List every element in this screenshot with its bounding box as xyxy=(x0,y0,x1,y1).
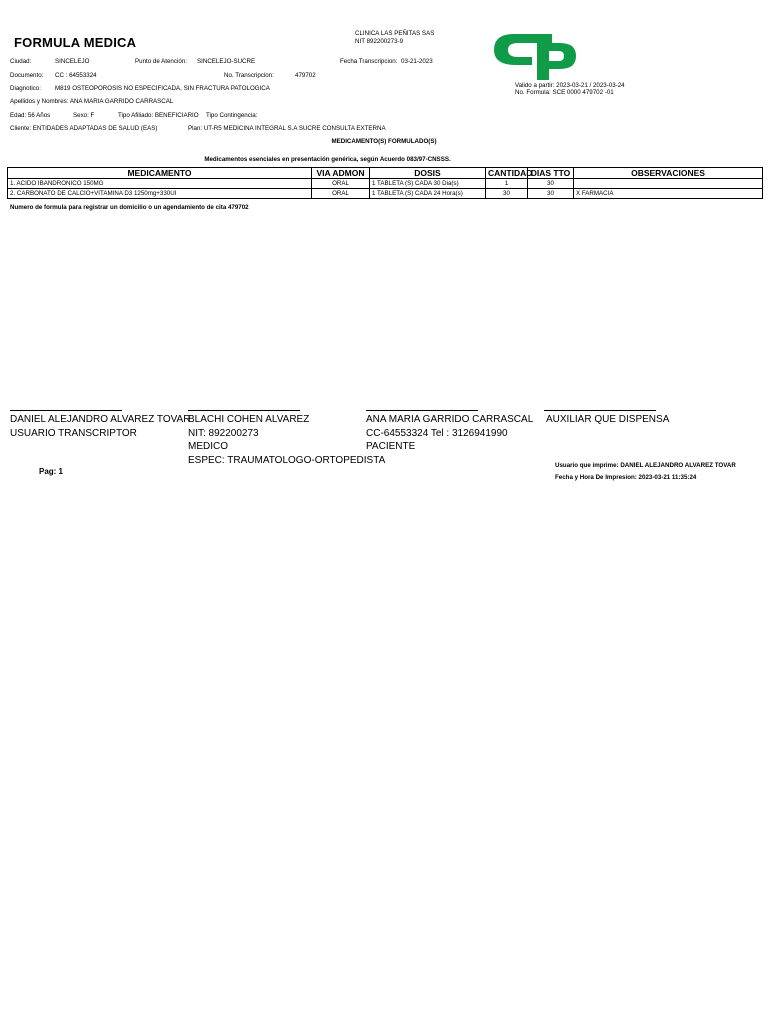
cell-via-admon: ORAL xyxy=(312,189,370,199)
page-number: Pag: 1 xyxy=(39,467,64,476)
clinic-logo xyxy=(492,30,576,80)
tipo-afiliado: Tipo Afiliado: BENEFICIARIO xyxy=(118,112,199,119)
medico-especialidad: ESPEC: TRAUMATOLOGO-ORTOPEDISTA xyxy=(188,455,386,466)
cell-observaciones: X FARMACIA xyxy=(574,189,763,199)
fecha-transcripcion-label: Fecha Transcripcion: xyxy=(340,58,398,65)
punto-label: Punto de Atención: xyxy=(135,58,187,65)
footnote: Numero de formula para registrar un domicilio o un agendamiento de cita 479702 xyxy=(10,204,249,211)
col-via-admon: VIA ADMON xyxy=(312,168,370,179)
edad: Edad: 56 Años xyxy=(10,112,51,119)
medico-name: BLACHI COHEN ALVAREZ xyxy=(188,414,310,425)
medications-table xyxy=(7,167,763,199)
medico-nit: NIT: 892200273 xyxy=(188,428,259,439)
signature-line xyxy=(10,410,122,411)
cell-medicamento: 2. CARBONATO DE CALCIO+VITAMINA D3 1250mg+330UI xyxy=(8,189,312,199)
cliente: Cliente: ENTIDADES ADAPTADAS DE SALUD (EAS) xyxy=(10,125,158,132)
ciudad-label: Ciudad: xyxy=(10,58,32,65)
clinic-nit: NIT 892200273-9 xyxy=(355,38,404,45)
signature-line xyxy=(188,410,300,411)
plan: Plan: UT-R5 MEDICINA INTEGRAL S.A SUCRE CONSULTA EXTERNA xyxy=(188,125,386,132)
col-dias-tto: DIAS TTO xyxy=(528,168,574,179)
documento-label: Documento: xyxy=(10,72,44,79)
no-transcripcion-label: No. Transcripcion: xyxy=(224,72,274,79)
page-title: FORMULA MEDICA xyxy=(14,35,137,50)
tipo-contingencia: Tipo Contingencia: xyxy=(206,112,258,119)
fecha-impresion: Fecha y Hora De Impresion: 2023-03-21 11:35:24 xyxy=(555,474,697,481)
cell-dias-tto: 30 xyxy=(528,189,574,199)
col-medicamento: MEDICAMENTO xyxy=(8,168,312,179)
generic-note: Medicamentos esenciales en presentación genérica, según Acuerdo 083/97-CNSSS. xyxy=(204,156,451,163)
ciudad-value: SINCELEJO xyxy=(55,58,90,65)
clinic-name: CLINICA LAS PEÑITAS SAS xyxy=(355,30,435,37)
cell-cantidad: 30 xyxy=(486,189,528,199)
no-transcripcion-value: 479702 xyxy=(295,72,316,79)
paciente-doc: CC-64553324 Tel : 3126941990 xyxy=(366,428,508,439)
col-dosis: DOSIS xyxy=(370,168,486,179)
signature-line xyxy=(366,410,478,411)
signature-line xyxy=(544,410,656,411)
cell-via-admon: ORAL xyxy=(312,179,370,189)
cell-dosis: 1 TABLETA (S) CADA 24 Hora(s) xyxy=(370,189,486,199)
table-row xyxy=(8,179,763,189)
cell-dias-tto: 30 xyxy=(528,179,574,189)
diagnostico-label: Diagnotico: xyxy=(10,85,41,92)
valido-range: Valido a partir: 2023-03-21 / 2023-03-24 xyxy=(515,82,625,89)
patient-name: Apellidos y Nombres: ANA MARIA GARRIDO CARRASCAL xyxy=(10,98,174,105)
sexo: Sexo: F xyxy=(73,112,95,119)
table-header-row xyxy=(8,168,763,179)
col-observaciones: OBSERVACIONES xyxy=(574,168,763,179)
auxiliar-role: AUXILIAR QUE DISPENSA xyxy=(546,414,670,425)
no-formula: No. Formula: SCE 0000 479702 -01 xyxy=(515,89,614,96)
medico-role: MEDICO xyxy=(188,441,228,452)
section-heading: MEDICAMENTO(S) FORMULADO(S) xyxy=(331,138,437,145)
transcriptor-name: DANIEL ALEJANDRO ALVAREZ TOVAR xyxy=(10,414,191,425)
cell-cantidad: 1 xyxy=(486,179,528,189)
col-cantidad: CANTIDAD xyxy=(486,168,528,179)
cell-dosis: 1 TABLETA (S) CADA 30 Dia(s) xyxy=(370,179,486,189)
fecha-transcripcion-value: 03-21-2023 xyxy=(401,58,433,65)
punto-value: SINCELEJO-SUCRE xyxy=(197,58,256,65)
cell-medicamento: 1. ACIDO IBANDRONICO 150MG xyxy=(8,179,312,189)
transcriptor-role: USUARIO TRANSCRIPTOR xyxy=(10,428,137,439)
paciente-name: ANA MARIA GARRIDO CARRASCAL xyxy=(366,414,534,425)
documento-value: CC : 64553324 xyxy=(55,72,97,79)
cell-observaciones xyxy=(574,179,763,189)
diagnostico-value: M819 OSTEOPOROSIS NO ESPECIFICADA, SIN FRACTURA PATOLOGICA xyxy=(55,85,270,92)
table-row xyxy=(8,189,763,199)
paciente-role: PACIENTE xyxy=(366,441,416,452)
usuario-imprime: Usuario que imprime: DANIEL ALEJANDRO ALVAREZ TOVAR xyxy=(555,462,736,469)
